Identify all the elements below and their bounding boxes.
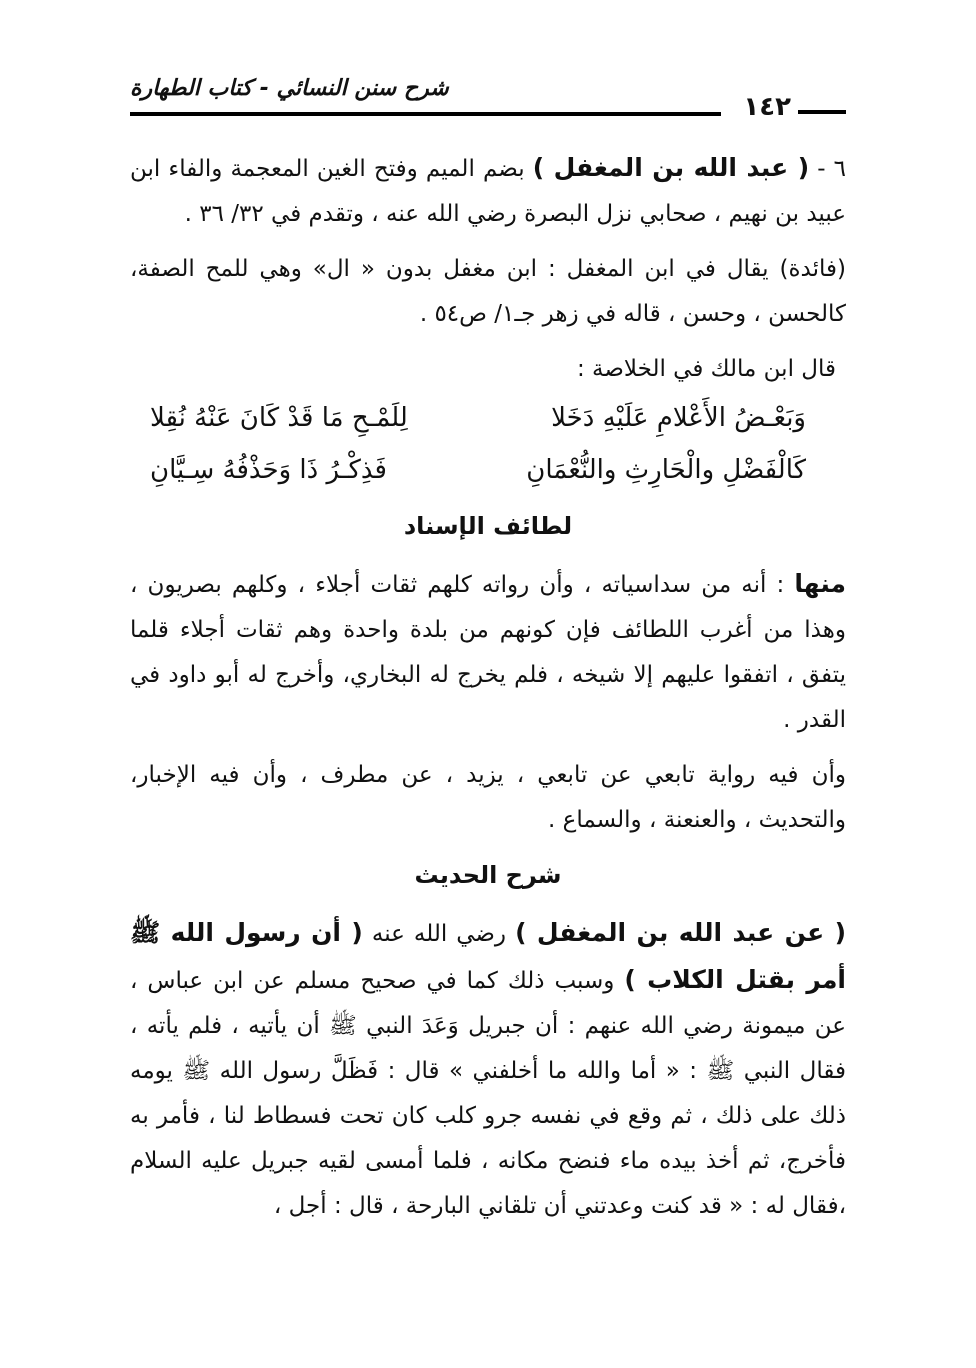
verse-hemistich-left: لِلَمْـحِ مَا قَدْ كَانَ عَنْهُ نُقِلا (150, 403, 408, 433)
header-rule (130, 112, 721, 116)
paragraph-isnad-a (130, 561, 846, 743)
paragraph-text: رضي الله عنه (362, 921, 516, 947)
paragraph-text: وسبب ذلك كما في صحيح مسلم عن ابن عباس ، عن ميمونة رضي الله عنهم : أن جبريل وَعَدَ النبي ﷺ أن يأتيه ، فلم يأته ، فقال النبي ﷺ : « أما والله ما أخلفني » قال : فَظَلَّ رسول الله ﷺ يومه ذلك على ذلك ، ثم وقع في نفسه جرو كلب كان تحت فسطاط لنا ، فأمر به فأخرج، ثم أخذ بيده ماء فنضح مكانه ، فلما أمسى لقيه جبريل عليه السلام ،فقال له : « قد كنت وعدتني أن تلقاني البارحة ، قال : أجل ، (130, 968, 846, 1219)
verse-hemistich-right: كَالْفَضْلِ والْحَارِثِ والنُّعْمَانِ (526, 455, 806, 485)
verse-line (130, 444, 846, 496)
paragraph-benefit: (فائدة) يقال في ابن المغفل : ابن مغفل بدون « ال» وهي للمح الصفة، كالحسن ، وحسن ، قاله في زهر جـ١/ ص٥٤ . (130, 256, 846, 327)
hadith-text: ( أن رسول الله ﷺ أمر بقتل الكلاب ) (130, 918, 846, 994)
item-number: ٦ - (809, 156, 846, 182)
page-number: ١٤٢ (743, 92, 791, 122)
page-number-dash (798, 110, 846, 114)
verse-intro: قال ابن مالك في الخلاصة : (576, 356, 836, 382)
narrator-name: ( عن عبد الله بن المغفل ) (515, 918, 847, 947)
running-header (130, 70, 846, 120)
narrator-text: بضم الميم وفتح الغين المعجمة والفاء ابن عبيد بن نهيم ، صحابي نزل البصرة رضي الله عنه ، وتقدم في ٣٢/ ٣٦ . (130, 156, 846, 227)
paragraph-text: : أنه من سداسياته ، وأن رواته كلهم ثقات أجلاء ، وكلهم بصريون ، وهذا من أغرب اللطائف فإن كونهم من بلدة واحدة وهم ثقات أجلاء قلما يتفق ، اتفقوا عليهم إلا شيخه ، فلم يخرج له البخاري، وأخرج له أبو داود في القدر . (130, 572, 846, 733)
section-title-isnad: لطائف الإسناد (403, 512, 573, 540)
verse-line (130, 392, 846, 444)
paragraph-hadith (130, 910, 846, 1229)
paragraph-narrator-6 (130, 145, 846, 237)
verse-hemistich-right: وَبَعْـضُ الأَعْلامِ عَلَيْهِ دَخَلا (551, 403, 806, 433)
page-body (130, 145, 846, 1239)
section-title-hadith: شرح الحديث (414, 861, 562, 889)
paragraph-lead: منها (794, 569, 846, 598)
verse-hemistich-left: فَذِكْـرُ ذَا وَحَذْفُهُ سِـيَّانِ (150, 455, 387, 485)
paragraph-isnad-b: وأن فيه رواية تابعي عن تابعي ، يزيد ، عن مطرف ، وأن فيه الإخبار، والتحديث ، والعنعنة ، والسماع . (130, 762, 846, 833)
narrator-name: ( عبد الله بن المغفل ) (532, 153, 810, 182)
header-title: شرح سنن النسائي - كتاب الطهارة (130, 76, 449, 101)
